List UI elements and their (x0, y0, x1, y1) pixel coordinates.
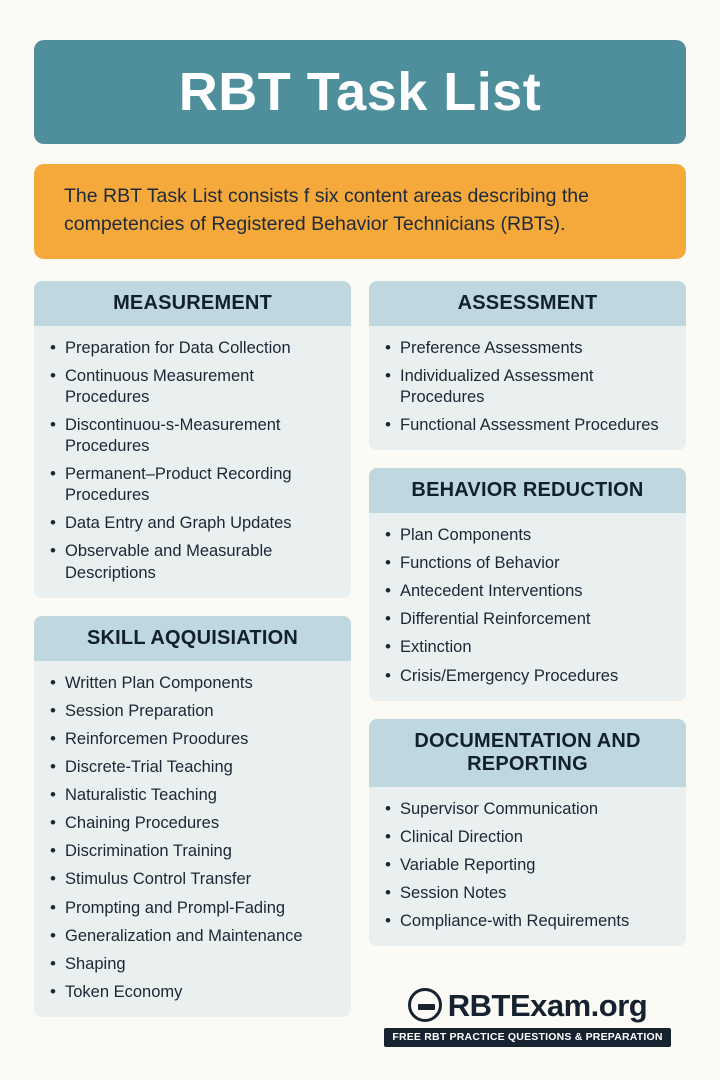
list-item: • Clinical Direction (383, 827, 672, 848)
content-columns (34, 281, 686, 1048)
list-item: • Variable Reporting (383, 855, 672, 876)
list-item: • Functional Assessment Procedures (383, 415, 672, 436)
item-list (383, 799, 672, 933)
card-body (369, 513, 686, 701)
list-item: • Discrimination Training (48, 841, 337, 862)
list-item: • Individualized Assessment Procedures (383, 366, 672, 408)
title-banner (34, 40, 686, 144)
list-item: • Preparation for Data Collection (48, 338, 337, 359)
brand-name: RBTExam.org (447, 987, 648, 1023)
card-behavior-reduction (369, 468, 686, 701)
list-item: • Observable and Measurable Descriptions (48, 541, 337, 583)
card-measurement (34, 281, 351, 598)
card-title: SKILL AQQUISIATION (86, 626, 298, 649)
list-item: • Compliance-with Requirements (383, 911, 672, 932)
card-header (34, 281, 351, 326)
list-item: • Discrete-Trial Teaching (48, 757, 337, 778)
page-title: RBT Task List (178, 62, 542, 122)
intro-banner (34, 164, 686, 259)
card-header (369, 468, 686, 513)
list-item: • Preference Assessments (383, 338, 672, 359)
card-body (369, 326, 686, 450)
list-item: • Session Notes (383, 883, 672, 904)
list-item: • Crisis/Emergency Procedures (383, 666, 672, 687)
card-header (34, 616, 351, 661)
intro-text: The RBT Task List consists f six content areas describing the competencies of Registered Behavior Technicians (RBTs). (64, 185, 589, 236)
list-item: • Extinction (383, 637, 672, 658)
card-header (369, 719, 686, 787)
footer-branding (373, 988, 682, 1047)
card-title: BEHAVIOR REDUCTION (411, 478, 644, 501)
item-list (383, 338, 672, 436)
logo-row (408, 988, 647, 1022)
left-column (34, 281, 351, 1048)
card-title: DOCUMENTATION AND REPORTING (414, 729, 641, 775)
list-item: • Differential Reinforcement (383, 609, 672, 630)
list-item: • Continuous Measurement Procedures (48, 366, 337, 408)
list-item: • Antecedent Interventions (383, 581, 672, 602)
list-item: • Written Plan Components (48, 673, 337, 694)
item-list (48, 338, 337, 584)
circled-e-logo-icon (408, 988, 442, 1022)
list-item: • Session Preparation (48, 701, 337, 722)
list-item: • Chaining Procedures (48, 813, 337, 834)
card-assessment (369, 281, 686, 450)
list-item: • Generalization and Maintenance (48, 926, 337, 947)
list-item: • Prompting and Prompl-Fading (48, 898, 337, 919)
card-title: ASSESSMENT (457, 291, 598, 314)
brand-tagline: FREE RBT PRACTICE QUESTIONS & PREPARATION (384, 1028, 670, 1047)
list-item: • Permanent–Product Recording Procedures (48, 464, 337, 506)
list-item: • Plan Components (383, 525, 672, 546)
card-header (369, 281, 686, 326)
card-body (34, 661, 351, 1017)
card-body (369, 787, 686, 947)
list-item: • Functions of Behavior (383, 553, 672, 574)
list-item: • Discontinuou-s-Measurement Procedures (48, 415, 337, 457)
card-body (34, 326, 351, 598)
item-list (383, 525, 672, 687)
item-list (48, 673, 337, 1003)
list-item: • Stimulus Control Transfer (48, 869, 337, 890)
card-title: MEASUREMENT (113, 291, 272, 314)
card-documentation-reporting (369, 719, 686, 947)
list-item: • Naturalistic Teaching (48, 785, 337, 806)
right-column (369, 281, 686, 1048)
list-item: • Shaping (48, 954, 337, 975)
list-item: • Token Economy (48, 982, 337, 1003)
list-item: • Data Entry and Graph Updates (48, 513, 337, 534)
list-item: • Reinforcemen Proodures (48, 729, 337, 750)
list-item: • Supervisor Communication (383, 799, 672, 820)
card-skill-acquisition (34, 616, 351, 1017)
